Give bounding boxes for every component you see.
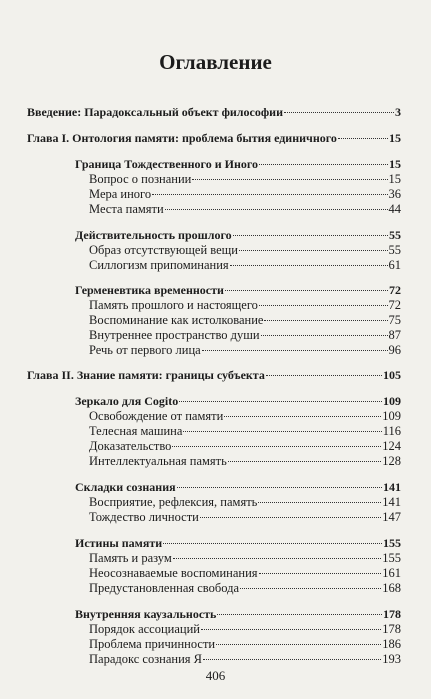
toc-label: Воспоминание как истолкование (89, 313, 264, 327)
toc-entry-section[interactable] (75, 394, 401, 409)
toc-entry-section[interactable] (75, 536, 401, 551)
toc-entry-section[interactable] (75, 228, 401, 243)
leader-dots (259, 305, 388, 306)
toc-label: Память прошлого и настоящего (89, 298, 258, 312)
leader-dots (233, 235, 388, 236)
toc-entry-subsection[interactable] (89, 172, 401, 187)
toc-label: Вопрос о познании (89, 172, 192, 186)
toc-page: 155 (382, 551, 401, 565)
toc-entry-section[interactable] (75, 157, 401, 172)
toc-page: 109 (383, 394, 401, 408)
toc-label: Силлогизм припоминания (89, 258, 229, 272)
page-title: Оглавление (159, 50, 272, 74)
toc-label: Образ отсутствующей вещи (89, 243, 238, 257)
toc-entry-subsection[interactable] (89, 495, 401, 510)
leader-dots (284, 112, 394, 113)
toc-label: Глава II. Знание памяти: границы субъекта (27, 368, 265, 382)
toc-page: 141 (383, 480, 401, 494)
leader-dots (172, 446, 381, 447)
toc-entry-subsection[interactable] (89, 439, 401, 454)
toc-page: 155 (383, 536, 401, 550)
toc-entry-subsection[interactable] (89, 328, 401, 343)
toc-page: 178 (382, 622, 401, 636)
leader-dots (165, 209, 388, 210)
leader-dots (200, 517, 381, 518)
toc-entry-subsection[interactable] (89, 622, 401, 637)
toc-label: Глава I. Онтология памяти: проблема бытия единичного (27, 131, 337, 145)
leader-dots (183, 431, 381, 432)
leader-dots (264, 320, 387, 321)
toc-page: 168 (382, 581, 401, 595)
toc-label: Неосознаваемые воспоминания (89, 566, 258, 580)
toc-label: Порядок ассоциаций (89, 622, 200, 636)
toc-entry-subsection[interactable] (89, 510, 401, 525)
toc-label: Телесная машина (89, 424, 183, 438)
toc-label: Действительность прошлого (75, 228, 232, 242)
toc-label: Герменевтика временности (75, 283, 224, 297)
toc-page: 178 (383, 607, 401, 621)
toc-page: 141 (382, 495, 401, 509)
toc-entry-intro[interactable] (27, 105, 401, 120)
leader-dots (217, 614, 382, 615)
toc-label: Введение: Парадоксальный объект философии (27, 105, 283, 119)
leader-dots (173, 558, 381, 559)
leader-dots (224, 416, 381, 417)
leader-dots (338, 138, 388, 139)
toc-page: 55 (388, 243, 401, 257)
toc-page: 147 (382, 510, 401, 524)
toc-page: 75 (388, 313, 401, 327)
toc-page: 105 (383, 368, 401, 382)
toc-entry-subsection[interactable] (89, 343, 401, 358)
toc-entry-subsection[interactable] (89, 566, 401, 581)
toc-label: Складки сознания (75, 480, 176, 494)
leader-dots (163, 543, 382, 544)
toc-entry-chapter-2[interactable] (27, 368, 401, 383)
toc-page: 116 (382, 424, 401, 438)
toc-page: 96 (388, 343, 401, 357)
toc-page: 186 (382, 637, 401, 651)
toc-page: 3 (395, 105, 401, 119)
toc-page: 44 (388, 202, 401, 216)
toc-entry-subsection[interactable] (89, 187, 401, 202)
toc-entry-subsection[interactable] (89, 581, 401, 596)
toc-entry-subsection[interactable] (89, 454, 401, 469)
toc-entry-section[interactable] (75, 480, 401, 495)
toc-label: Восприятие, рефлексия, память (89, 495, 258, 509)
leader-dots (192, 179, 387, 180)
leader-dots (230, 265, 388, 266)
toc-label: Память и разум (89, 551, 172, 565)
toc-entry-subsection[interactable] (89, 409, 401, 424)
toc-entry-subsection[interactable] (89, 202, 401, 217)
toc-page: 55 (389, 228, 401, 242)
toc-page: 128 (382, 454, 401, 468)
toc-page: 15 (389, 157, 401, 171)
toc-entry-subsection[interactable] (89, 243, 401, 258)
leader-dots (261, 335, 388, 336)
leader-dots (177, 487, 382, 488)
leader-dots (258, 502, 381, 503)
toc-entry-subsection[interactable] (89, 313, 401, 328)
toc-entry-subsection[interactable] (89, 652, 401, 667)
toc-entry-subsection[interactable] (89, 637, 401, 652)
toc-page: 87 (388, 328, 401, 342)
toc-page: 61 (388, 258, 401, 272)
toc-page: 124 (382, 439, 401, 453)
toc-entry-subsection[interactable] (89, 551, 401, 566)
toc-page: 193 (382, 652, 401, 666)
toc-page: 15 (389, 131, 401, 145)
leader-dots (216, 644, 381, 645)
leader-dots (225, 290, 388, 291)
leader-dots (203, 659, 381, 660)
toc-label: Доказательство (89, 439, 172, 453)
toc-entry-subsection[interactable] (89, 298, 401, 313)
toc-label: Граница Тождественного и Иного (75, 157, 259, 171)
toc-page: 161 (382, 566, 401, 580)
toc-entry-chapter-1[interactable] (27, 131, 401, 146)
toc-label: Тождество личности (89, 510, 199, 524)
toc-page: 36 (388, 187, 401, 201)
leader-dots (266, 375, 382, 376)
toc-entry-section[interactable] (75, 607, 401, 622)
toc-page: 72 (388, 298, 401, 312)
leader-dots (179, 401, 382, 402)
toc-label: Внутренняя каузальность (75, 607, 217, 621)
leader-dots (152, 194, 387, 195)
toc-label: Мера иного (89, 187, 152, 201)
toc-label: Зеркало для Cogito (75, 394, 179, 408)
leader-dots (259, 164, 388, 165)
page-number: 406 (205, 668, 226, 683)
toc-label: Места памяти (89, 202, 164, 216)
toc-entry-section[interactable] (75, 283, 401, 298)
toc-label: Предустановленная свобода (89, 581, 240, 595)
toc-page: 109 (382, 409, 401, 423)
toc-label: Внутреннее пространство души (89, 328, 260, 342)
leader-dots (259, 573, 382, 574)
toc-label: Интеллектуальная память (89, 454, 227, 468)
toc-page: 72 (389, 283, 401, 297)
toc-label: Парадокс сознания Я (89, 652, 202, 666)
toc-label: Проблема причинности (89, 637, 216, 651)
leader-dots (240, 588, 381, 589)
toc-label: Истины памяти (75, 536, 163, 550)
toc-page: 15 (388, 172, 401, 186)
toc-label: Освобождение от памяти (89, 409, 224, 423)
toc-entry-subsection[interactable] (89, 424, 401, 439)
leader-dots (228, 461, 381, 462)
toc-entry-subsection[interactable] (89, 258, 401, 273)
leader-dots (239, 250, 388, 251)
toc-label: Речь от первого лица (89, 343, 201, 357)
leader-dots (201, 629, 381, 630)
leader-dots (202, 350, 388, 351)
